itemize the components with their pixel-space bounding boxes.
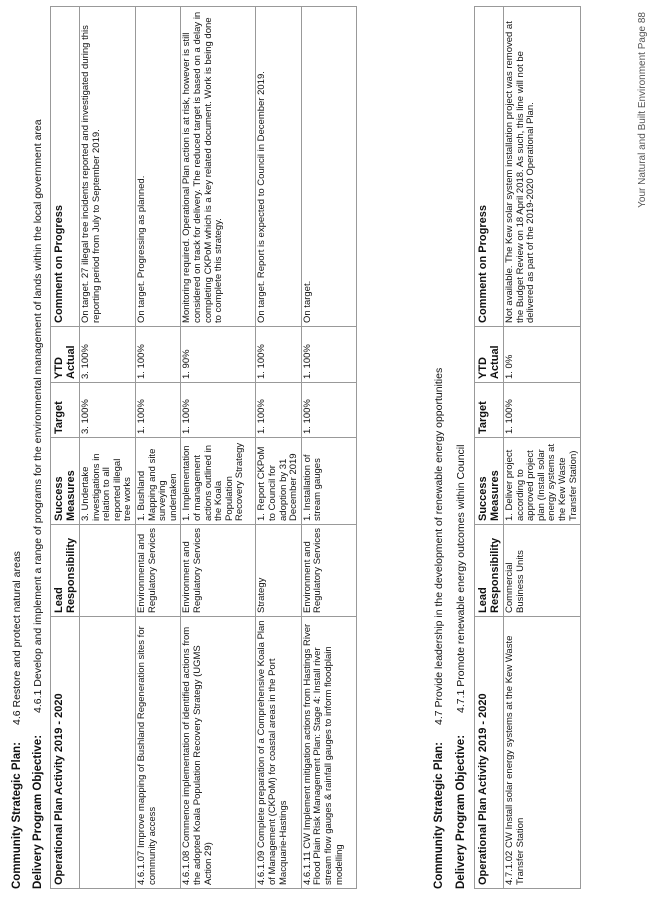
community-strategic-plan-line	[432, 7, 448, 889]
cell-lead: Environment and Regulatory Services	[181, 525, 256, 617]
activity-table-renewable-energy	[474, 6, 581, 889]
cell-target: 1. 100%	[181, 383, 256, 438]
cell-lead: Environment and Regulatory Services	[301, 525, 356, 617]
col-header-activity: Operational Plan Activity 2019 - 2020	[51, 617, 80, 889]
table-header-row	[475, 7, 504, 889]
csp-label: Community Strategic Plan:	[11, 742, 23, 889]
cell-measures: 1. Report CKPoM to Council for adoption by 31 December 2019	[256, 438, 301, 525]
cell-lead: Commercial Business Units	[504, 525, 581, 617]
dpo-label: Delivery Program Objective:	[32, 734, 44, 889]
table-row	[80, 7, 136, 889]
cell-comment: On target. 27 illegal tree incidents reported and investigated during this reporting period from July to September 2019.	[80, 7, 136, 327]
table-row	[135, 7, 180, 889]
col-header-comment: Comment on Progress	[475, 7, 504, 327]
cell-ytd: 1. 100%	[135, 327, 180, 383]
table-row	[301, 7, 356, 889]
cell-activity: 4.6.1.08 Commence implementation of identified actions from the adopted Koala Population Recovery Strategy (UGMS Action 29)	[181, 617, 256, 889]
cell-target: 3. 100%	[80, 383, 136, 438]
cell-measures: 1. Implementation of management actions outlined in the Koala Population Recovery Strategy	[181, 438, 256, 525]
cell-ytd: 3. 100%	[80, 327, 136, 383]
cell-activity: 4.6.1.11 CW Implement mitigation actions from Hastings River Flood Plain Risk Management Plan: Stage 4: Install river stream flow gauges & rainfall gauges to inform floodplain modelling	[301, 617, 356, 889]
cell-comment: On target.	[301, 7, 356, 327]
col-header-lead: Lead Responsibility	[51, 525, 80, 617]
community-strategic-plan-line	[10, 7, 26, 889]
cell-measures: 1. Bushland Mapping and site surveying undertaken	[135, 438, 180, 525]
cell-lead: Strategy	[256, 525, 301, 617]
cell-ytd: 1. 100%	[256, 327, 301, 383]
dpo-value: 4.7.1 Promote renewable energy outcomes within Council	[455, 444, 467, 713]
cell-activity: 4.7.1.02 CW Install solar energy systems at the Kew Waste Transfer Station	[504, 617, 581, 889]
col-header-target: Target	[475, 383, 504, 438]
cell-activity	[80, 617, 136, 889]
cell-ytd: 1. 100%	[301, 327, 356, 383]
col-header-target: Target	[51, 383, 80, 438]
csp-value: 4.6 Restore and protect natural areas	[11, 551, 23, 725]
cell-target: 1. 100%	[301, 383, 356, 438]
dpo-label: Delivery Program Objective:	[455, 734, 467, 889]
section-renewable-energy	[432, 7, 581, 889]
col-header-ytd: YTD Actual	[475, 327, 504, 383]
cell-lead: Environmental and Regulatory Services	[135, 525, 180, 617]
csp-value: 4.7 Provide leadership in the development of renewable energy opportunities	[433, 367, 445, 725]
cell-comment: On target. Report is expected to Council in December 2019.	[256, 7, 301, 327]
col-header-measures: Success Measures	[475, 438, 504, 525]
delivery-program-objective-line	[31, 7, 47, 889]
activity-table-natural-areas	[50, 6, 357, 889]
cell-activity: 4.6.1.07 Improve mapping of Bushland Regeneration sites for community access	[135, 617, 180, 889]
table-row	[504, 7, 581, 889]
cell-comment: On target. Progressing as planned.	[135, 7, 180, 327]
col-header-activity: Operational Plan Activity 2019 - 2020	[475, 617, 504, 889]
section-natural-areas	[10, 7, 357, 889]
table-row	[256, 7, 301, 889]
cell-target: 1. 100%	[256, 383, 301, 438]
cell-target: 1. 100%	[504, 383, 581, 438]
cell-measures: 1. Installation of stream gauges	[301, 438, 356, 525]
table-row	[181, 7, 256, 889]
cell-activity: 4.6.1.09 Complete preparation of a Comprehensive Koala Plan of Management (CKPoM) for coastal areas in the Port Macquarie-Hastings	[256, 617, 301, 889]
table-header-row	[51, 7, 80, 889]
col-header-ytd: YTD Actual	[51, 327, 80, 383]
cell-target: 1. 100%	[135, 383, 180, 438]
delivery-program-objective-line	[454, 7, 470, 889]
page-footer: Your Natural and Built Environment Page 88	[637, 12, 648, 208]
col-header-measures: Success Measures	[51, 438, 80, 525]
cell-comment: Not available. The Kew solar system installation project was removed at the Budget Review on 18 April 2018. As such, this line will not be delivered as part of the 2019-2020 Operational Plan.	[504, 7, 581, 327]
cell-measures: 1. Deliver project according to approved project plan (Install solar energy systems at the Kew Waste Transfer Station)	[504, 438, 581, 525]
csp-label: Community Strategic Plan:	[433, 742, 445, 889]
cell-lead	[80, 525, 136, 617]
col-header-comment: Comment on Progress	[51, 7, 80, 327]
col-header-lead: Lead Responsibility	[475, 525, 504, 617]
dpo-value: 4.6.1 Develop and implement a range of programs for the environmental management of lands within the local government area	[32, 119, 44, 713]
cell-ytd: 1. 0%	[504, 327, 581, 383]
cell-measures: 3. Undertake investigations in relation to all reported illegal tree works	[80, 438, 136, 525]
cell-ytd: 1. 90%	[181, 327, 256, 383]
cell-comment: Monitoring required. Operational Plan action is at risk, however is still considered on track for delivery. The reduced target is based on a delay in completing CKPoM which is a key related document. Work is being done to complete this strategy.	[181, 7, 256, 327]
